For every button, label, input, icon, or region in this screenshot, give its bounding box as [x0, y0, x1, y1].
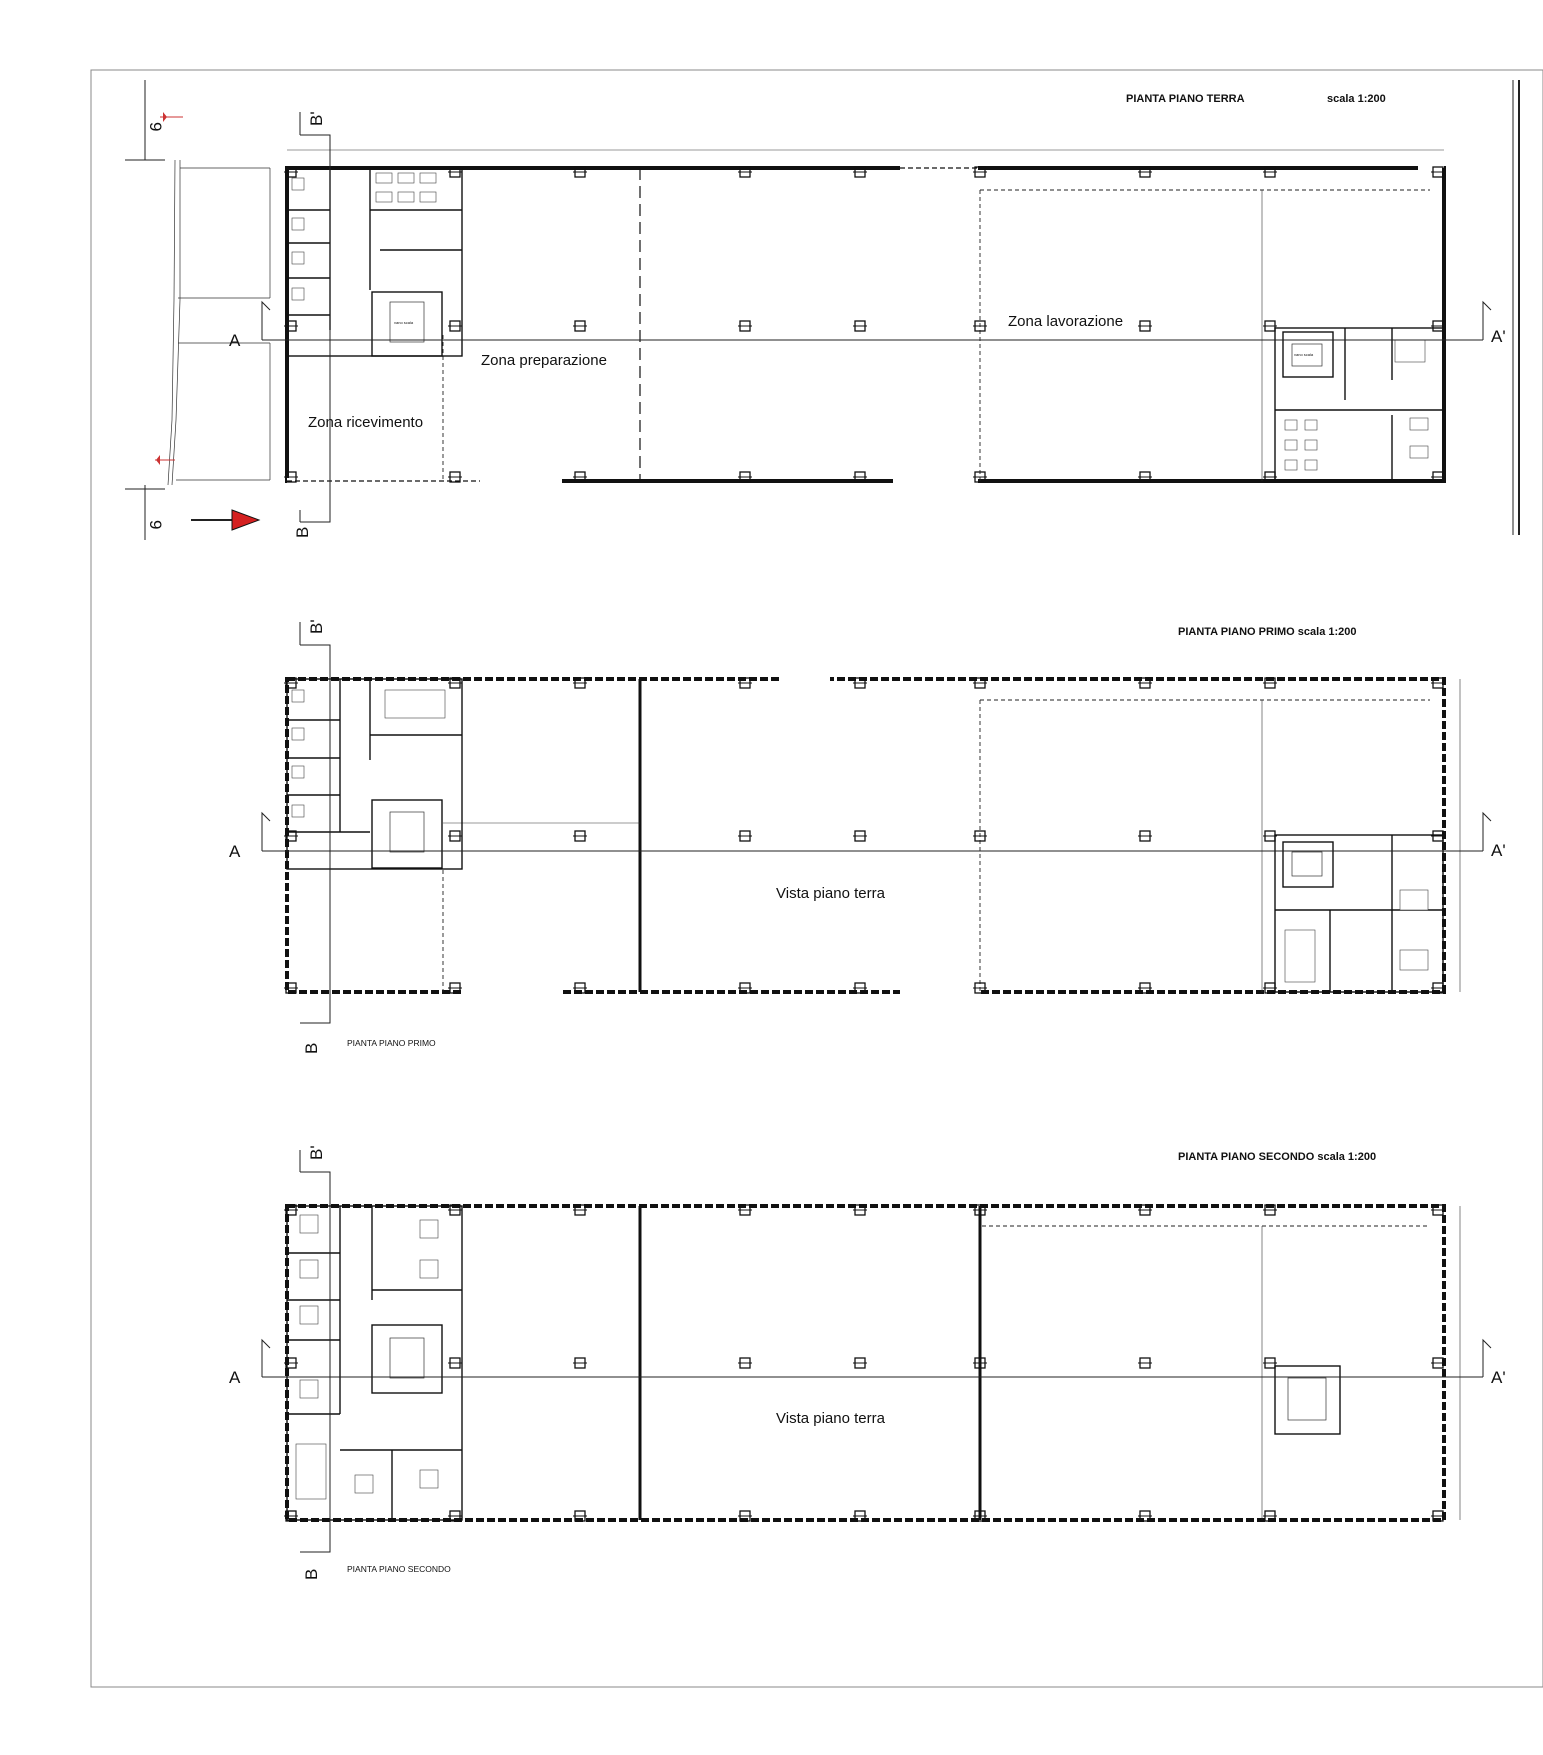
section-label-b: B	[293, 526, 312, 538]
section-label-b-prime: B'	[307, 111, 326, 126]
plan-caption: PIANTA PIANO SECONDO	[347, 1564, 451, 1574]
first-floor-plan	[229, 619, 1506, 1054]
direction-arrow-icon	[191, 510, 259, 530]
section-label-b-prime: B'	[307, 619, 326, 634]
section-label-b: B	[302, 1042, 321, 1054]
zone-label: Zona preparazione	[481, 352, 607, 369]
marker-value: 9	[146, 520, 165, 530]
zone-label: Vista piano terra	[776, 1410, 885, 1427]
zone-label: Vista piano terra	[776, 885, 885, 902]
adjacent-lot	[155, 160, 270, 485]
section-label-a: A	[229, 842, 241, 861]
svg-text:vano scala: vano scala	[394, 320, 414, 325]
zone-label: Zona lavorazione	[1008, 313, 1124, 330]
plan-title: PIANTA PIANO PRIMO scala 1:200	[1178, 626, 1357, 638]
north-marker-top	[125, 80, 183, 160]
section-line-b	[300, 1145, 330, 1580]
section-line-b	[293, 111, 330, 538]
section-line-a	[229, 302, 1506, 350]
plan-title: PIANTA PIANO SECONDO scala 1:200	[1178, 1151, 1377, 1163]
marker-value: 9	[146, 122, 165, 132]
plan-title: PIANTA PIANO TERRA	[1126, 93, 1245, 105]
section-line-a	[229, 1340, 1506, 1387]
section-label-a: A	[229, 331, 241, 350]
office-block-right	[1275, 328, 1443, 481]
north-marker-bottom	[125, 485, 165, 540]
section-line-b	[300, 619, 330, 1054]
section-label-b: B	[302, 1568, 321, 1580]
zone-label: Zona ricevimento	[308, 414, 424, 431]
office-block-left	[287, 679, 462, 869]
stair-core-right	[1275, 1366, 1340, 1434]
second-floor-plan	[229, 1145, 1506, 1580]
section-label-a: A	[229, 1368, 241, 1387]
svg-text:vano scala: vano scala	[1294, 352, 1314, 357]
office-block-left	[287, 1206, 462, 1520]
section-label-a-prime: A'	[1491, 1368, 1506, 1387]
section-label-a-prime: A'	[1491, 327, 1506, 346]
plan-caption: PIANTA PIANO PRIMO	[347, 1038, 436, 1048]
plan-scale: scala 1:200	[1327, 93, 1386, 105]
office-block-left	[287, 168, 462, 356]
section-label-a-prime: A'	[1491, 841, 1506, 860]
ground-floor-plan	[125, 80, 1506, 540]
section-label-b-prime: B'	[307, 1145, 326, 1160]
section-line-a	[229, 813, 1506, 861]
office-block-right	[1275, 835, 1443, 992]
